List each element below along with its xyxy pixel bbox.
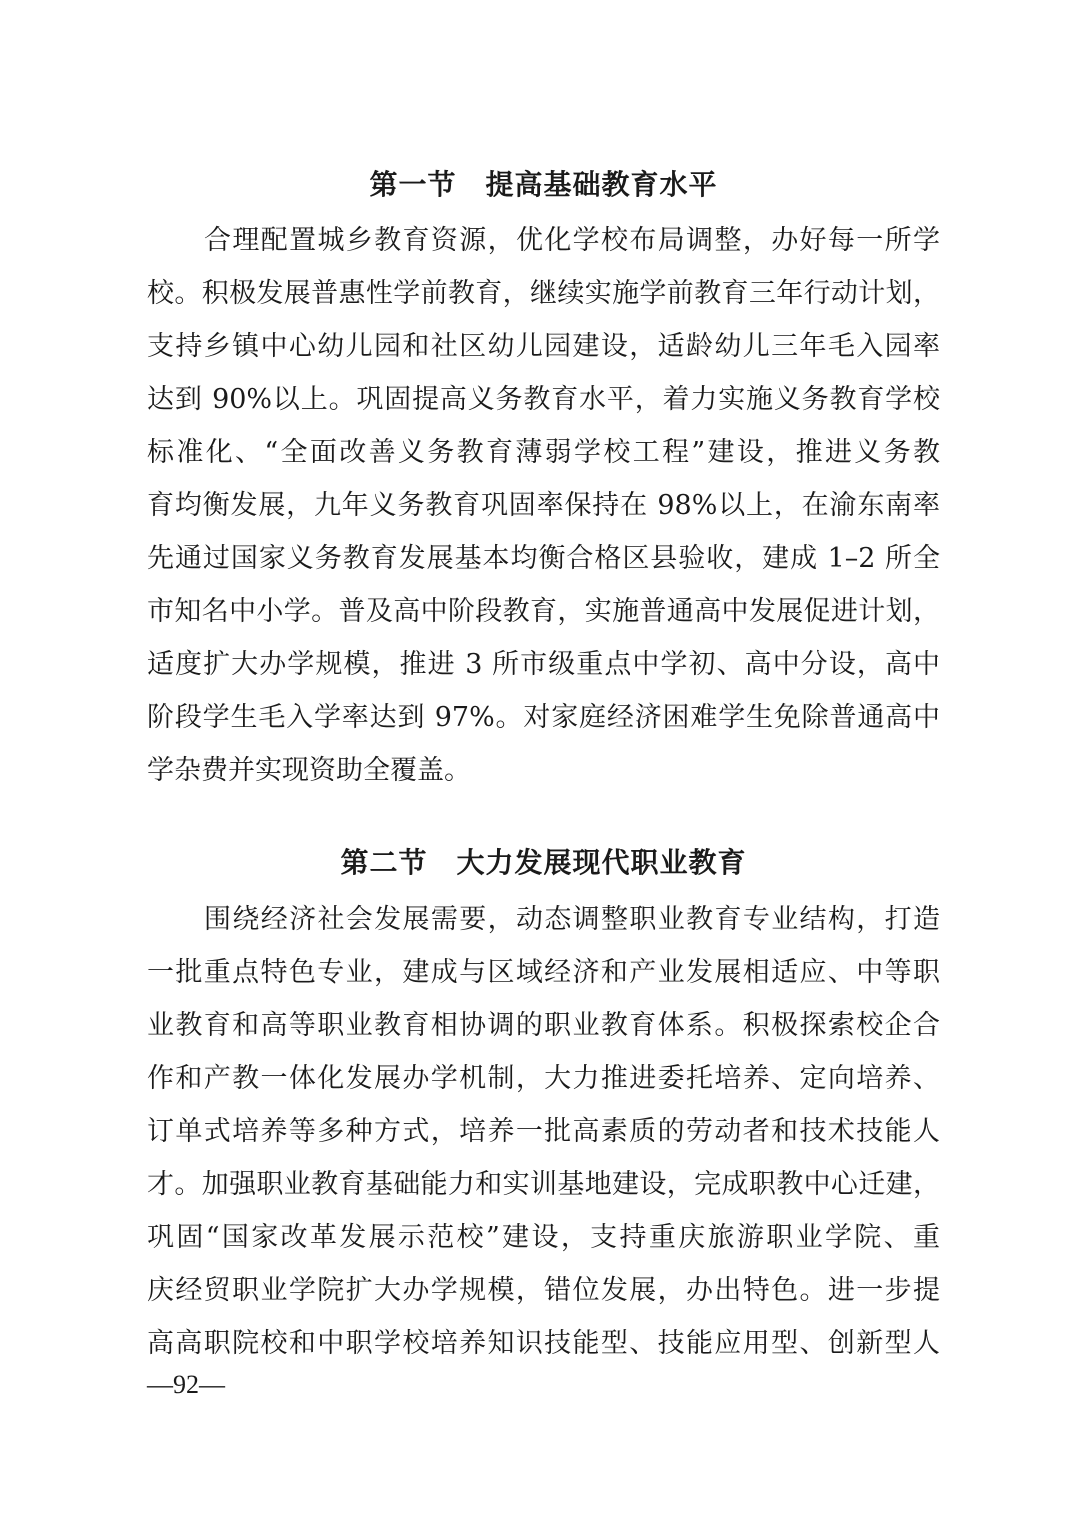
section-1-line-10: 阶段学生毛入学率达到 97%。对家庭经济困难学生免除普通高中 (147, 702, 940, 733)
section-2-line-4: 作和产教一体化发展办学机制，大力推进委托培养、定向培养、 (147, 1063, 940, 1094)
section-1-line-3: 支持乡镇中心幼儿园和社区幼儿园建设，适龄幼儿三年毛入园率 (147, 331, 940, 362)
section-1-line-9: 适度扩大办学规模，推进 3 所市级重点中学初、高中分设，高中 (147, 649, 940, 680)
section-2-line-5: 订单式培养等多种方式，培养一批高素质的劳动者和技术技能人 (147, 1116, 940, 1147)
section-1-line-1: 合理配置城乡教育资源，优化学校布局调整，办好每一所学 (204, 225, 940, 256)
section-2-line-2: 一批重点特色专业，建成与区域经济和产业发展相适应、中等职 (147, 957, 940, 988)
page-number: —92— (147, 1370, 225, 1399)
section-2-line-6: 才。加强职业教育基础能力和实训基地建设，完成职教中心迁建， (147, 1169, 940, 1200)
section-1-line-2: 校。积极发展普惠性学前教育，继续实施学前教育三年行动计划， (147, 278, 940, 309)
section-2-line-1: 围绕经济社会发展需要，动态调整职业教育专业结构，打造 (204, 904, 940, 935)
section-1-heading: 第一节 提高基础教育水平 (369, 168, 718, 201)
section-1-line-8: 市知名中小学。普及高中阶段教育，实施普通高中发展促进计划， (147, 596, 940, 627)
section-1-line-5: 标准化、“全面改善义务教育薄弱学校工程”建设，推进义务教 (147, 437, 940, 468)
section-1-line-6: 育均衡发展，九年义务教育巩固率保持在 98%以上，在渝东南率 (147, 490, 940, 521)
section-1-line-7: 先通过国家义务教育发展基本均衡合格区县验收，建成 1–2 所全 (147, 543, 940, 574)
section-2-line-8: 庆经贸职业学院扩大办学规模，错位发展，办出特色。进一步提 (147, 1275, 940, 1306)
section-2-line-3: 业教育和高等职业教育相协调的职业教育体系。积极探索校企合 (147, 1010, 940, 1041)
section-2-heading: 第二节 大力发展现代职业教育 (340, 846, 747, 879)
section-1-line-11: 学杂费并实现资助全覆盖。 (147, 755, 471, 786)
section-2-line-7: 巩固“国家改革发展示范校”建设，支持重庆旅游职业学院、重 (147, 1222, 940, 1253)
section-2-line-9: 高高职院校和中职学校培养知识技能型、技能应用型、创新型人 (147, 1328, 940, 1359)
section-1-line-4: 达到 90%以上。巩固提高义务教育水平，着力实施义务教育学校 (147, 384, 940, 415)
